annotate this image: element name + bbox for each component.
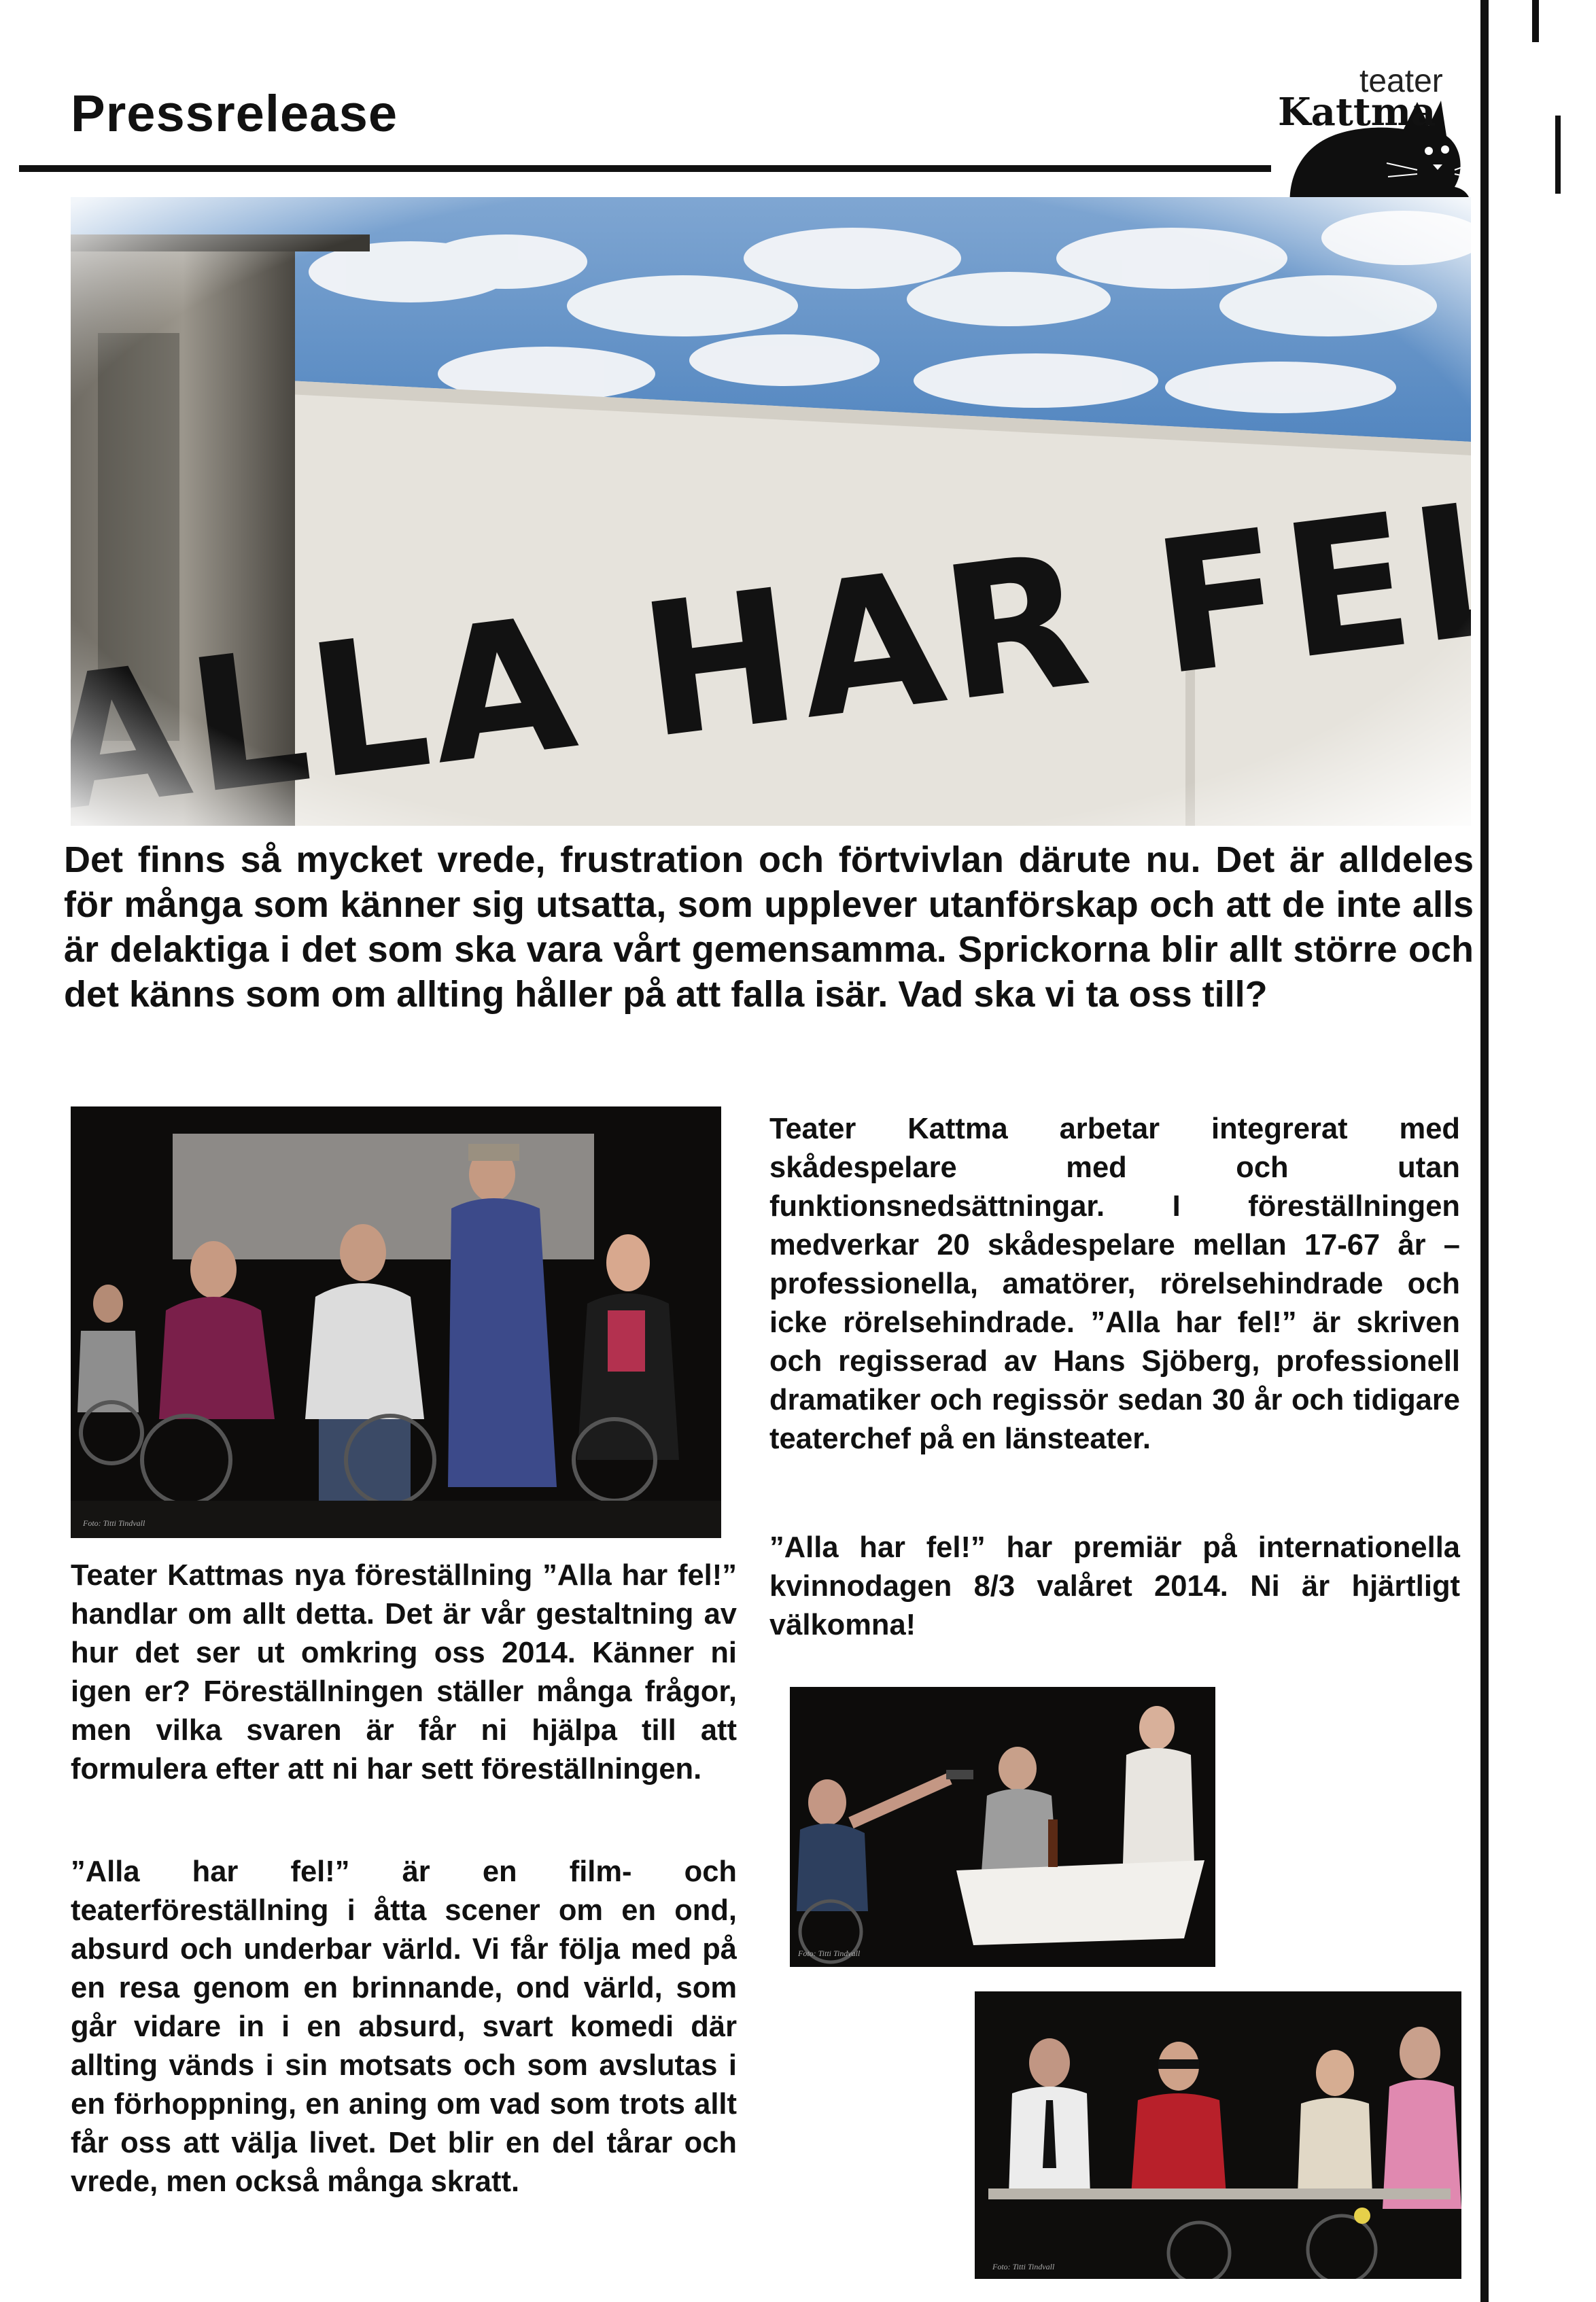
right-column-paragraph-2: ”Alla har fel!” har premiär på internationella kvinnodagen 8/3 valåret 2014. Ni är hjärtligt välkomna! (769, 1531, 1460, 1641)
corner-mark-top (1532, 0, 1539, 42)
photo-credit: Foto: Titti Tindvall (798, 1949, 861, 1958)
header-rule (19, 165, 1280, 172)
stage-photo-2 (790, 1687, 1215, 1967)
logo-text-kattma: Kattma (1278, 90, 1436, 135)
right-border-rule (1480, 0, 1489, 2302)
left-column-paragraph-1: Teater Kattmas nya föreställning ”Alla har fel!” handlar om allt detta. Det är vår gestaltning av hur det ser ut omkring oss 2014. Känner ni igen er? Föreställningen ställer många frågor, men vilka svaren är får ni hjälpa till att formulera efter att ni har sett föreställningen. (71, 1559, 737, 1785)
page-title: Pressrelease (71, 85, 398, 143)
stage-photo-1 (71, 1106, 721, 1538)
right-column-paragraph-1: Teater Kattma arbetar integrerat med skådespelare med och utan funktionsnedsättningar. I föreställningen medverkar 20 skådespelare mellan 17-67 år – professionella, amatörer, rörelsehindrade och icke rörelsehindrade. ”Alla har fel!” är skriven och regisserad av Hans Sjöberg, professionell dramatiker och regissör sedan 30 år och tidigare teaterchef på en länsteater. (769, 1113, 1460, 1455)
stage-photo-3 (975, 1991, 1461, 2279)
photo-credit: Foto: Titti Tindvall (83, 1518, 145, 1528)
left-column-paragraph-2: ”Alla har fel!” är en film- och teaterföreställning i åtta scener om en ond, absurd och underbar värld. Vi får följa med på en resa genom en brinnande, ond värld, som går vidare in i en absurd, svart komedi där allting vänds i sin motsats och som avslutas i en förhoppning, en aning om vad som trots allt får oss att välja livet. Det blir en del tårar och vrede, men också många skratt. (71, 1855, 737, 2198)
intro-paragraph: Det finns så mycket vrede, frustration och förtvivlan därute nu. Det är alldeles för många som känner sig utsatta, som upplever utanförskap och att de inte alls är delaktiga i det som ska vara vårt gemensamma. Sprickorna blir allt större och det känns som om allting håller på att falla isär. Vad ska vi ta oss till? (64, 839, 1474, 1015)
logo-text-teater: teater (1359, 63, 1443, 99)
corner-mark-mid (1555, 116, 1561, 194)
photo-credit: Foto: Titti Tindvall (992, 2262, 1055, 2271)
hero-image-graffiti-wall (71, 197, 1471, 826)
